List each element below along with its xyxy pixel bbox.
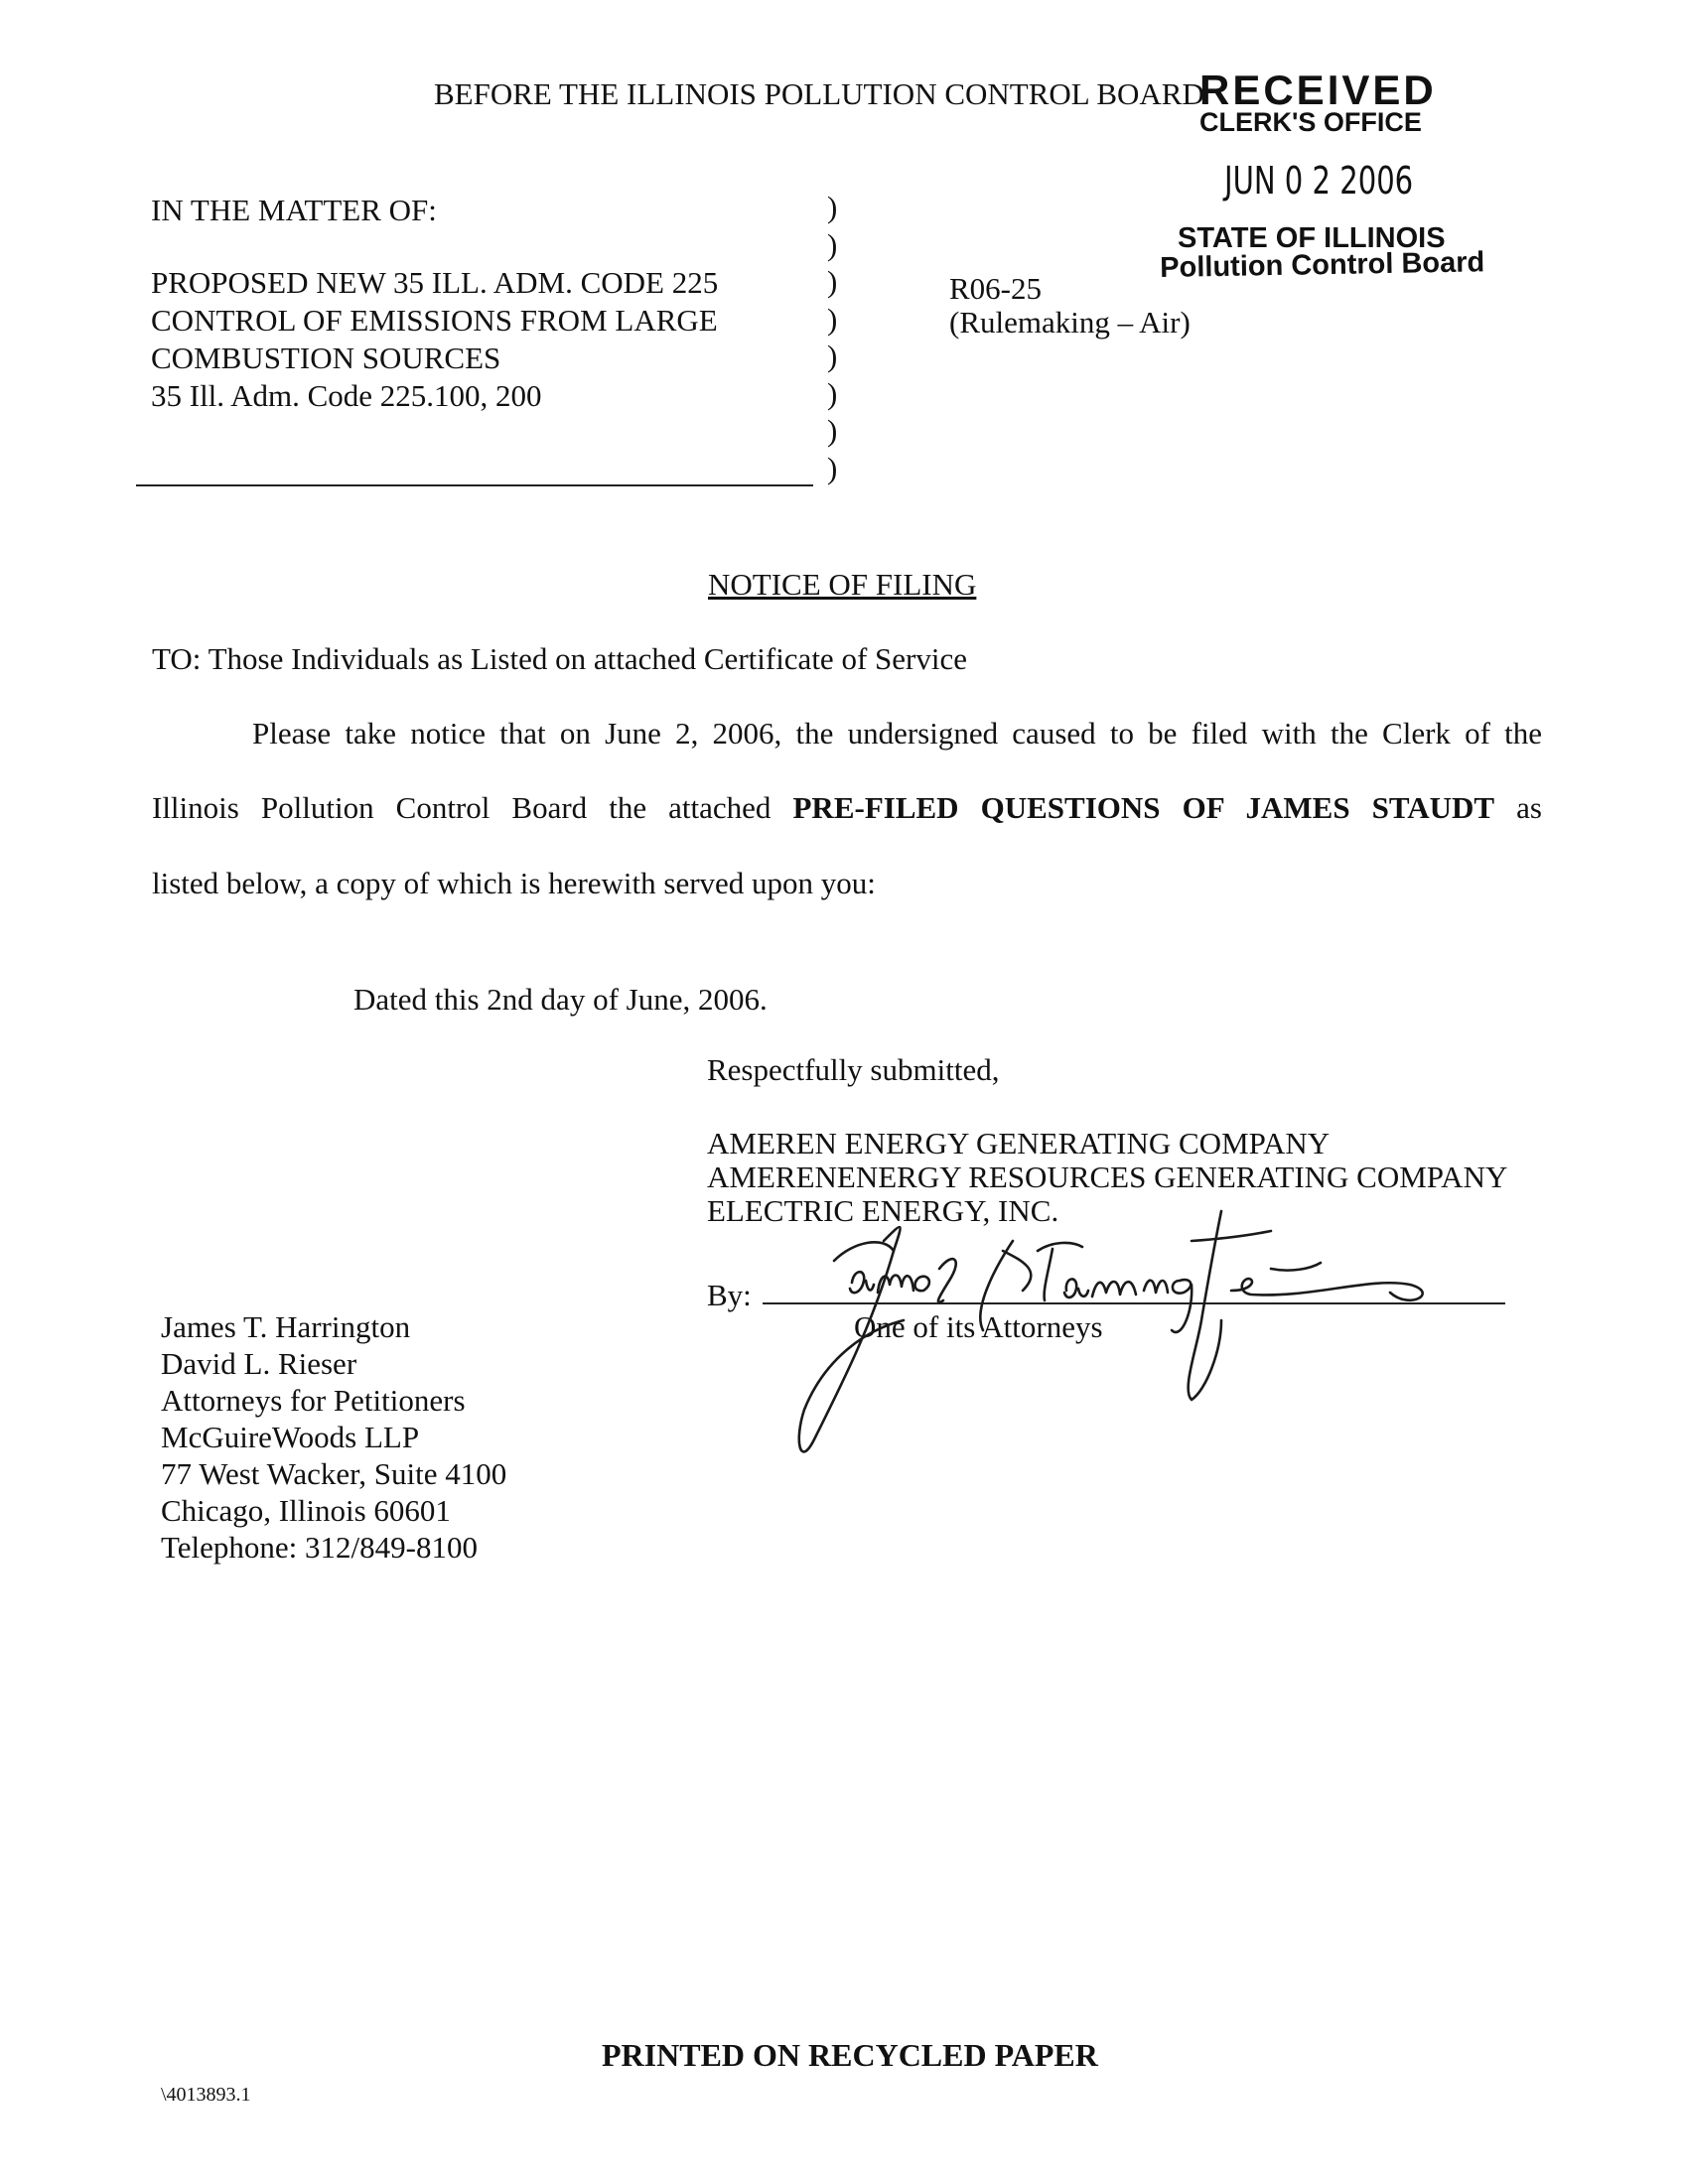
document-heading: BEFORE THE ILLINOIS POLLUTION CONTROL BOARD xyxy=(434,76,1204,111)
attorney-line: McGuireWoods LLP xyxy=(161,1420,420,1454)
paren: ) xyxy=(827,375,838,411)
case-number: R06-25 xyxy=(949,271,1042,306)
attorney-line: 77 West Wacker, Suite 4100 xyxy=(161,1456,507,1491)
dated-line: Dated this 2nd day of June, 2006. xyxy=(353,982,768,1017)
caption-rule xyxy=(136,484,813,486)
stamp-state: STATE OF ILLINOIS xyxy=(1178,222,1446,254)
caption-line: 35 Ill. Adm. Code 225.100, 200 xyxy=(151,378,542,413)
case-type: (Rulemaking – Air) xyxy=(949,305,1191,340)
stamp-date: JUN 0 2 2006 xyxy=(1224,159,1414,203)
caption-line: CONTROL OF EMISSIONS FROM LARGE xyxy=(151,303,718,338)
body-text: Illinois Pollution Control Board the attached xyxy=(152,790,793,825)
caption-line: COMBUSTION SOURCES xyxy=(151,341,501,375)
company-name: AMEREN ENERGY GENERATING COMPANY xyxy=(707,1126,1331,1160)
stamp-board: Pollution Control Board xyxy=(1159,246,1485,284)
body-line: listed below, a copy of which is herewith served upon you: xyxy=(152,866,876,900)
document-id: \4013893.1 xyxy=(161,2084,251,2106)
paren: ) xyxy=(827,450,838,485)
company-name: AMERENENERGY RESOURCES GENERATING COMPANY xyxy=(707,1160,1508,1194)
body-line xyxy=(152,789,1542,827)
clerks-office-stamp: CLERK'S OFFICE xyxy=(1199,107,1422,137)
attorney-line: James T. Harrington xyxy=(161,1309,411,1344)
attorney-line: David L. Rieser xyxy=(161,1346,357,1381)
paren: ) xyxy=(827,413,838,448)
signature-caption: One of its Attorneys xyxy=(854,1309,1103,1344)
respectfully-submitted: Respectfully submitted, xyxy=(707,1052,1000,1087)
paren: ) xyxy=(827,226,838,262)
caption-matter: IN THE MATTER OF: xyxy=(151,193,437,227)
caption-line: PROPOSED NEW 35 ILL. ADM. CODE 225 xyxy=(151,265,719,300)
paren: ) xyxy=(827,339,838,373)
recycled-paper-notice: PRINTED ON RECYCLED PAPER xyxy=(602,2037,1098,2073)
attorney-line: Telephone: 312/849-8100 xyxy=(161,1530,478,1565)
handwritten-signature xyxy=(755,1181,1509,1479)
attorney-line: Chicago, Illinois 60601 xyxy=(161,1493,451,1528)
by-label: By: xyxy=(707,1278,752,1312)
to-line: TO: Those Individuals as Listed on attached Certificate of Service xyxy=(152,641,967,676)
company-name: ELECTRIC ENERGY, INC. xyxy=(707,1193,1059,1228)
body-line: Please take notice that on June 2, 2006, the undersigned caused to be filed with the Clerk of the xyxy=(252,716,1542,751)
notice-title: NOTICE OF FILING xyxy=(708,567,977,602)
filing-title: PRE-FILED QUESTIONS OF JAMES STAUDT xyxy=(792,790,1495,825)
caption-parentheses xyxy=(827,189,847,486)
received-stamp: RECEIVED xyxy=(1199,67,1437,113)
paren: ) xyxy=(827,264,838,299)
attorney-line: Attorneys for Petitioners xyxy=(161,1383,466,1418)
body-text: as xyxy=(1494,790,1542,825)
paren: ) xyxy=(827,190,838,224)
paren: ) xyxy=(827,301,838,337)
